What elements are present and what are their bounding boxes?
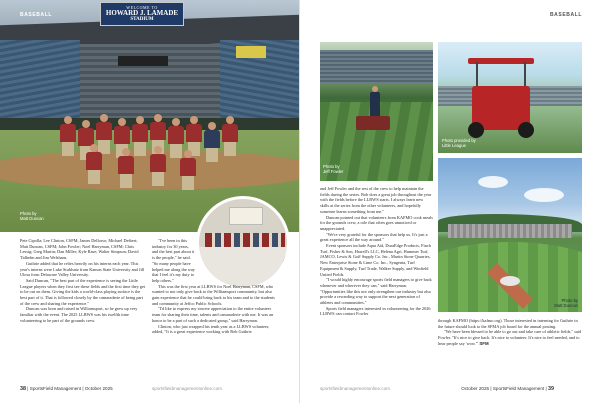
- publication-name-left: SportsField Management: [29, 386, 82, 391]
- field-photo-credit-line1: Photo by: [561, 298, 578, 303]
- crew-member: [150, 146, 166, 186]
- paragraph: "We're very grateful for the sponsors that help us. It's just a great experience all the way around.": [320, 231, 428, 243]
- mowing-photo: [320, 42, 433, 181]
- crew-member: [222, 116, 238, 156]
- left-column-1: [20, 238, 146, 324]
- paragraph: "I'd like to express my sincere appreciation to the entire volunteer team for sharing their time, talents and camaraderie with me. It was an honor to be a part of such a dedicated group," said Harryman.: [152, 306, 274, 323]
- page-number-left: 38: [20, 386, 26, 392]
- mowing-photo-credit-line1: Photo by: [323, 164, 340, 169]
- crew-member: [60, 116, 76, 156]
- main-photo-credit: [20, 211, 44, 221]
- canopy-post: [476, 62, 478, 88]
- paragraph: and Jeff Fowler and the rest of the crew to help maintain the fields during the series. Rob does a great job throughout the year with the fields before the LLBWS starts. I always learn new skills at the series from the other volunteers, and hopefully someone learns something from me.": [320, 186, 432, 214]
- paragraph: Duncan was born and raised in Williamsport, so he grew up very familiar with the event. The 2025 LLBWS was his twelfth time volunteering to be part of the grounds crew.: [20, 306, 138, 323]
- riding-mower-credit-line2: Little League: [442, 143, 466, 148]
- closing-quote: "We have been blessed to be able to go out and take care of athletic fields," said Fowler. "It's nice to give back. It's nice to volunteer. It's nice to feel needed, and to hear people say 'wow.'": [438, 329, 582, 346]
- paragraph: Pete Cipolla; Lee Clinton, CSFM; James Dellorso; Michael Deibert; Matt Duncan, CSFM; John Fowler; Noel Harryman, CSFM; Chris Lessig; Greg Martin; Dan Miller; Kyle Rase; Walter Simpson; David Tidhelm and Jim Welshans.: [20, 238, 139, 261]
- crew-member: [132, 116, 148, 156]
- mower-wheel: [468, 122, 484, 138]
- main-photo-credit-line2: Matt Duncan: [20, 216, 44, 221]
- background-stands: [320, 50, 433, 84]
- cloud: [478, 176, 508, 188]
- paragraph: Guthrie added that he relies heavily on his interns each year. This year's interns were Luke Stuhlsatz from Kansas State University and Jill Ulosa from Delaware Valley University.: [20, 260, 145, 278]
- main-photo-credit-line1: Photo by: [20, 211, 37, 216]
- issue-date-left: October 2025: [84, 386, 113, 391]
- crew-member: [180, 150, 196, 190]
- stadium-sign-line2: HOWARD J. LAMADE: [105, 9, 179, 17]
- field-photo-credit: [554, 298, 578, 308]
- field-aerial-photo: [438, 158, 582, 312]
- grounds-crew-group: [56, 110, 246, 200]
- paragraph: Duncan pointed out that volunteers from KAFMO cook meals for the grounds crew, a role that often goes unnoticed or unappreciated.: [320, 214, 433, 231]
- section-label-right: BASEBALL: [549, 12, 582, 18]
- stadium-sign: [100, 2, 184, 26]
- groundskeeper: [370, 92, 380, 118]
- mower-wheel: [518, 122, 534, 138]
- left-column-2: [152, 238, 280, 335]
- right-column-2: [438, 318, 582, 347]
- paragraph: Event sponsors include Aqua Aid, DuraEdge Products, Finch Turf, Fisher & Son, Harrell's LLC, Helena Agri, Hummer Turf, JAMCO, Lewis & Goff Supply Co. Inc., Martin Stone Quarries, New Enterprise Stone & Lime Co. Inc., Syngenta, Turf Equipment & Supply, Turf Trade, Walker Supply, and Winfield United Fields.: [320, 243, 431, 277]
- field-logo: [500, 276, 520, 286]
- field-photo-credit-line2: Matt Duncan: [554, 303, 578, 308]
- stadium-sign-line1: WELCOME TO: [126, 5, 158, 10]
- canopy-post: [524, 62, 526, 88]
- mowing-photo-credit: [323, 164, 343, 174]
- page-number-right: 39: [547, 386, 554, 392]
- paragraph: Said Duncan, "The best part of the experience is seeing the Little League players when they first see these fields and the first time they get to be out on them. Giving the kids a world-class playing surface is the best part of it. That is followed closely by the camaraderie of being part of the crew and sharing the experience.": [20, 277, 146, 306]
- reel-mower: [356, 116, 390, 130]
- cloud: [524, 188, 564, 202]
- section-label-left: BASEBALL: [20, 12, 53, 18]
- crew-member: [86, 144, 102, 184]
- website-url-left[interactable]: sportsfieldmanagementonline.com: [151, 386, 222, 391]
- paragraph: [438, 329, 582, 346]
- folio-left: 38 | SportsField Management | October 2025 sportsfieldmanagementonline.com: [20, 386, 222, 392]
- folio-right: sportsfieldmanagementonline.com October 2025 | SportsField Management | 39: [320, 386, 554, 392]
- stadium-sign-line3: STADIUM: [130, 17, 154, 22]
- mowing-photo-credit-line2: Jeff Fowler: [323, 169, 344, 174]
- stadium-stands: [448, 224, 572, 238]
- paragraph: This was the first year at LLBWS for Noel Harryman, CSFM, who wanted to not only give back to the Williamsport community, but also gain experience that he could bring back to his team and to the students and community at Jeffco Public Schools.: [152, 283, 275, 306]
- crew-member: [118, 148, 134, 188]
- right-page: [300, 0, 600, 403]
- riding-mower-photo-credit: [442, 138, 476, 148]
- riding-mower-photo: [438, 42, 582, 153]
- paragraph: Clinton, who just wrapped his tenth year as a LLBWS volunteer, added, "It is a great experience working with Rob Guthrie: [152, 323, 270, 335]
- inset-window: [229, 207, 263, 225]
- riding-mower-credit-line1: Photo provided by: [442, 138, 476, 143]
- issue-date-right: October 2025: [461, 386, 490, 391]
- paragraph: "I would highly encourage sports field managers to give back whenever and wherever they can," said Harryman. "Opportunities like this not only strengthen our industry but also provide a rewarding way to support the next generation of athletes and communities.": [320, 277, 432, 306]
- paragraph: through KAFMO (https://kafmo.org). Those interested in interning for Guthrie in the future should look to the SFMA job board for the annual posting.: [438, 318, 578, 329]
- paragraph: "I've been in this industry for 30 years, and the best part about it is the people," he said. "So many people have helped me along the way that I feel it's my duty to help others.": [152, 238, 195, 283]
- publication-name-right: SportsField Management: [492, 386, 545, 391]
- yellow-board: [236, 46, 266, 58]
- right-column-1: [320, 186, 433, 317]
- scoreboard: [118, 56, 168, 66]
- end-mark: SFM: [479, 340, 489, 346]
- paragraph: Sports field managers interested in volunteering for the 2026 LLBWS can contact Fowler: [320, 305, 431, 317]
- website-url-right[interactable]: sportsfieldmanagementonline.com: [320, 386, 390, 391]
- crew-member: [204, 122, 220, 162]
